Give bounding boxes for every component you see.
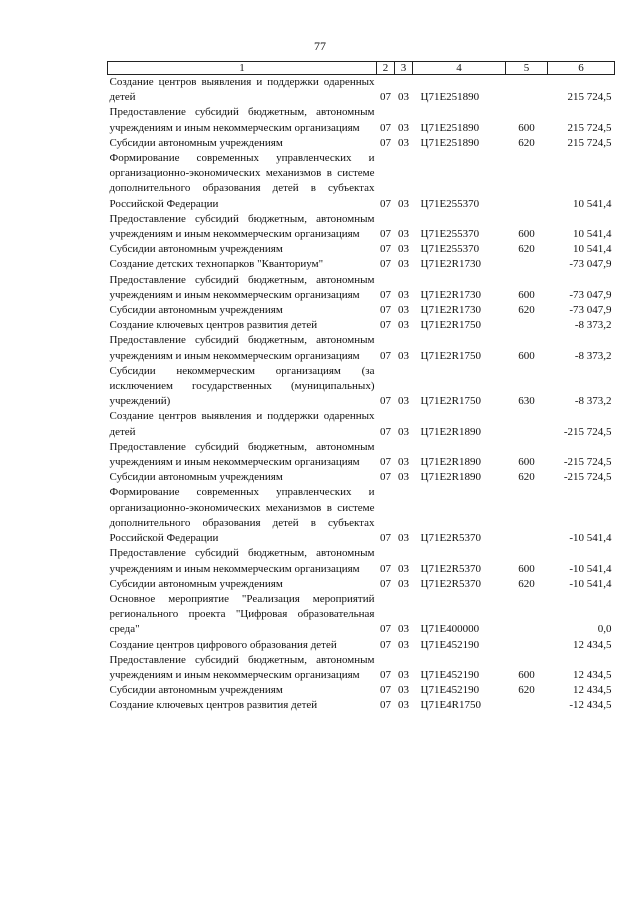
amount-cell: 12 434,5 (573, 638, 612, 651)
subsection-code-cell: 03 (398, 91, 409, 104)
target-article-cell: Ц71Е452190 (420, 668, 480, 681)
table-row (108, 273, 615, 303)
table-row (108, 242, 615, 257)
expense-type-cell (506, 318, 548, 333)
section-code-cell: 07 (380, 136, 391, 149)
target-article-cell: Ц71Е2R1890 (420, 471, 481, 484)
amount-cell: 12 434,5 (573, 668, 612, 681)
target-article-cell: Ц71Е2R1730 (420, 258, 481, 271)
subsection-code-cell: 03 (398, 304, 409, 317)
section-code-cell: 07 (380, 456, 391, 469)
section-code-cell: 07 (380, 532, 391, 545)
target-article-cell: Ц71Е2R5370 (420, 562, 481, 575)
amount-cell: 10 541,4 (573, 228, 612, 241)
expense-type-cell: 620 (518, 577, 535, 590)
amount-cell: -10 541,4 (569, 532, 612, 545)
amount-cell: 12 434,5 (573, 684, 612, 697)
table-row (108, 577, 615, 592)
expense-type-cell (506, 638, 548, 653)
table-row (108, 470, 615, 485)
target-article-cell: Ц71Е2R5370 (420, 577, 481, 590)
amount-cell: -10 541,4 (569, 562, 612, 575)
row-name-cell: Создание ключевых центров развития детей (109, 699, 318, 712)
expense-type-cell: 620 (518, 471, 535, 484)
row-name-cell: Создание центров выявления и поддержки одаренных детей (109, 76, 375, 104)
subsection-code-cell: 03 (398, 136, 409, 149)
section-code-cell: 07 (380, 258, 391, 271)
row-name-cell: Создание центров выявления и поддержки одаренных детей (109, 410, 375, 438)
subsection-code-cell: 03 (398, 228, 409, 241)
row-name-cell: Субсидии автономным учреждениям (109, 471, 283, 484)
subsection-code-cell: 03 (398, 684, 409, 697)
subsection-code-cell: 03 (398, 197, 409, 210)
expense-type-cell: 630 (518, 395, 535, 408)
table-row (108, 698, 615, 713)
amount-cell: -10 541,4 (569, 577, 612, 590)
row-name-cell: Создание детских технопарков "Кванториум" (109, 258, 324, 271)
row-name-cell: Предоставление субсидий бюджетным, автономным учреждениям и иным некоммерческим организациям (109, 440, 375, 469)
subsection-code-cell: 03 (398, 577, 409, 590)
expense-type-cell: 620 (518, 684, 535, 697)
column-header: 4 (413, 62, 506, 75)
target-article-cell: Ц71Е4R1750 (420, 699, 481, 712)
section-code-cell: 07 (380, 623, 391, 636)
table-row (108, 638, 615, 653)
expense-type-cell (506, 698, 548, 713)
section-code-cell: 07 (380, 471, 391, 484)
row-name-cell: Субсидии автономным учреждениям (109, 304, 283, 317)
budget-table (107, 61, 615, 714)
amount-cell: -8 373,2 (574, 395, 612, 408)
column-header: 2 (377, 62, 395, 75)
section-code-cell: 07 (380, 562, 391, 575)
table-row (108, 303, 615, 318)
amount-cell: 215 724,5 (567, 136, 612, 149)
section-code-cell: 07 (380, 91, 391, 104)
row-name-cell: Формирование современных управленческих и организационно-экономических механизмов в системе дополнительного образования детей в субъектах Российской Федерации (109, 486, 375, 545)
target-article-cell: Ц71Е2R1730 (420, 304, 481, 317)
row-name-cell: Предоставление субсидий бюджетным, автономным учреждениям и иным некоммерческим организациям (109, 334, 375, 362)
subsection-code-cell: 03 (398, 471, 409, 484)
table-row (108, 485, 615, 546)
expense-type-cell: 600 (518, 228, 535, 241)
table-row (108, 105, 615, 135)
amount-cell: -73 047,9 (569, 258, 612, 271)
table-row (108, 440, 615, 470)
table-row (108, 75, 615, 106)
table-row (108, 653, 615, 683)
expense-type-cell: 620 (518, 136, 535, 149)
section-code-cell: 07 (380, 319, 391, 332)
column-header: 3 (395, 62, 413, 75)
section-code-cell: 07 (380, 577, 391, 590)
amount-cell: 10 541,4 (573, 197, 612, 210)
section-code-cell: 07 (380, 228, 391, 241)
column-header: 1 (108, 62, 377, 75)
subsection-code-cell: 03 (398, 319, 409, 332)
row-name-cell: Создание ключевых центров развития детей (109, 319, 318, 332)
expense-type-cell (506, 592, 548, 638)
table-row (108, 409, 615, 439)
table-header-row (108, 62, 615, 75)
expense-type-cell (506, 257, 548, 272)
amount-cell: 0,0 (597, 623, 612, 636)
expense-type-cell (506, 485, 548, 546)
row-name-cell: Предоставление субсидий бюджетным, автономным учреждениям и иным некоммерческим организациям (109, 273, 375, 301)
row-name-cell: Субсидии некоммерческим организациям (за исключением государственных (муниципальных) учреждений) (109, 364, 375, 408)
table-row (108, 212, 615, 242)
expense-type-cell: 620 (518, 304, 535, 317)
row-name-cell: Субсидии автономным учреждениям (109, 136, 283, 149)
expense-type-cell: 620 (518, 243, 535, 256)
expense-type-cell: 600 (518, 349, 535, 362)
row-name-cell: Формирование современных управленческих и организационно-экономических механизмов в системе дополнительного образования детей в субъектах Российской Федерации (109, 152, 375, 210)
target-article-cell: Ц71Е452190 (420, 638, 480, 651)
subsection-code-cell: 03 (398, 562, 409, 575)
amount-cell: -8 373,2 (574, 349, 612, 362)
row-name-cell: Предоставление субсидий бюджетным, автономным учреждениям и иным некоммерческим организациям (109, 653, 375, 681)
table-row (108, 257, 615, 272)
amount-cell: 215 724,5 (567, 91, 612, 104)
expense-type-cell: 600 (518, 668, 535, 681)
table-row (108, 364, 615, 410)
expense-type-cell: 600 (518, 121, 535, 134)
amount-cell: -215 724,5 (563, 471, 612, 484)
target-article-cell: Ц71Е251890 (420, 136, 480, 149)
section-code-cell: 07 (380, 638, 391, 651)
row-name-cell: Субсидии автономным учреждениям (109, 577, 283, 590)
row-name-cell: Субсидии автономным учреждениям (109, 684, 283, 697)
table-row (108, 546, 615, 576)
row-name-cell: Предоставление субсидий бюджетным, автономным учреждениям и иным некоммерческим организациям (109, 547, 375, 575)
target-article-cell: Ц71Е452190 (420, 684, 480, 697)
column-header: 5 (506, 62, 548, 75)
target-article-cell: Ц71Е255370 (420, 197, 480, 210)
subsection-code-cell: 03 (398, 243, 409, 256)
section-code-cell: 07 (380, 121, 391, 134)
subsection-code-cell: 03 (398, 258, 409, 271)
subsection-code-cell: 03 (398, 623, 409, 636)
target-article-cell: Ц71Е400000 (420, 623, 480, 636)
target-article-cell: Ц71Е2R1890 (420, 456, 481, 469)
target-article-cell: Ц71Е2R1750 (420, 349, 481, 362)
target-article-cell: Ц71Е255370 (420, 243, 480, 256)
subsection-code-cell: 03 (398, 638, 409, 651)
section-code-cell: 07 (380, 668, 391, 681)
amount-cell: -215 724,5 (563, 456, 612, 469)
amount-cell: -73 047,9 (569, 288, 612, 301)
subsection-code-cell: 03 (398, 699, 409, 712)
table-row (108, 592, 615, 638)
target-article-cell: Ц71Е2R1730 (420, 288, 481, 301)
section-code-cell: 07 (380, 288, 391, 301)
target-article-cell: Ц71Е2R1750 (420, 395, 481, 408)
page-number: 77 (314, 39, 326, 53)
target-article-cell: Ц71Е2R1890 (420, 425, 481, 438)
amount-cell: -73 047,9 (569, 304, 612, 317)
subsection-code-cell: 03 (398, 349, 409, 362)
section-code-cell: 07 (380, 684, 391, 697)
section-code-cell: 07 (380, 395, 391, 408)
amount-cell: -8 373,2 (574, 319, 612, 332)
subsection-code-cell: 03 (398, 288, 409, 301)
row-name-cell: Субсидии автономным учреждениям (109, 243, 283, 256)
target-article-cell: Ц71Е2R5370 (420, 532, 481, 545)
section-code-cell: 07 (380, 349, 391, 362)
section-code-cell: 07 (380, 425, 391, 438)
row-name-cell: Предоставление субсидий бюджетным, автономным учреждениям и иным некоммерческим организациям (109, 212, 375, 241)
expense-type-cell (506, 75, 548, 106)
subsection-code-cell: 03 (398, 121, 409, 134)
section-code-cell: 07 (380, 197, 391, 210)
amount-cell: 215 724,5 (567, 121, 612, 134)
table-row (108, 333, 615, 363)
target-article-cell: Ц71Е2R1750 (420, 319, 481, 332)
target-article-cell: Ц71Е251890 (420, 121, 480, 134)
column-header: 6 (548, 62, 615, 75)
row-name-cell: Создание центров цифрового образования детей (109, 638, 337, 651)
row-name-cell: Основное мероприятие "Реализация мероприятий регионального проекта "Цифровая образовательная среда" (109, 592, 375, 636)
expense-type-cell (506, 409, 548, 439)
amount-cell: -12 434,5 (569, 699, 612, 712)
table-row (108, 683, 615, 698)
section-code-cell: 07 (380, 304, 391, 317)
table-row (108, 318, 615, 333)
subsection-code-cell: 03 (398, 668, 409, 681)
subsection-code-cell: 03 (398, 425, 409, 438)
amount-cell: -215 724,5 (563, 425, 612, 438)
section-code-cell: 07 (380, 243, 391, 256)
expense-type-cell (506, 151, 548, 212)
subsection-code-cell: 03 (398, 456, 409, 469)
subsection-code-cell: 03 (398, 395, 409, 408)
target-article-cell: Ц71Е251890 (420, 91, 480, 104)
target-article-cell: Ц71Е255370 (420, 228, 480, 241)
amount-cell: 10 541,4 (573, 243, 612, 256)
section-code-cell: 07 (380, 699, 391, 712)
table-row (108, 136, 615, 151)
expense-type-cell: 600 (518, 562, 535, 575)
row-name-cell: Предоставление субсидий бюджетным, автономным учреждениям и иным некоммерческим организациям (109, 106, 375, 134)
expense-type-cell: 600 (518, 288, 535, 301)
expense-type-cell: 600 (518, 456, 535, 469)
table-row (108, 151, 615, 212)
subsection-code-cell: 03 (398, 532, 409, 545)
